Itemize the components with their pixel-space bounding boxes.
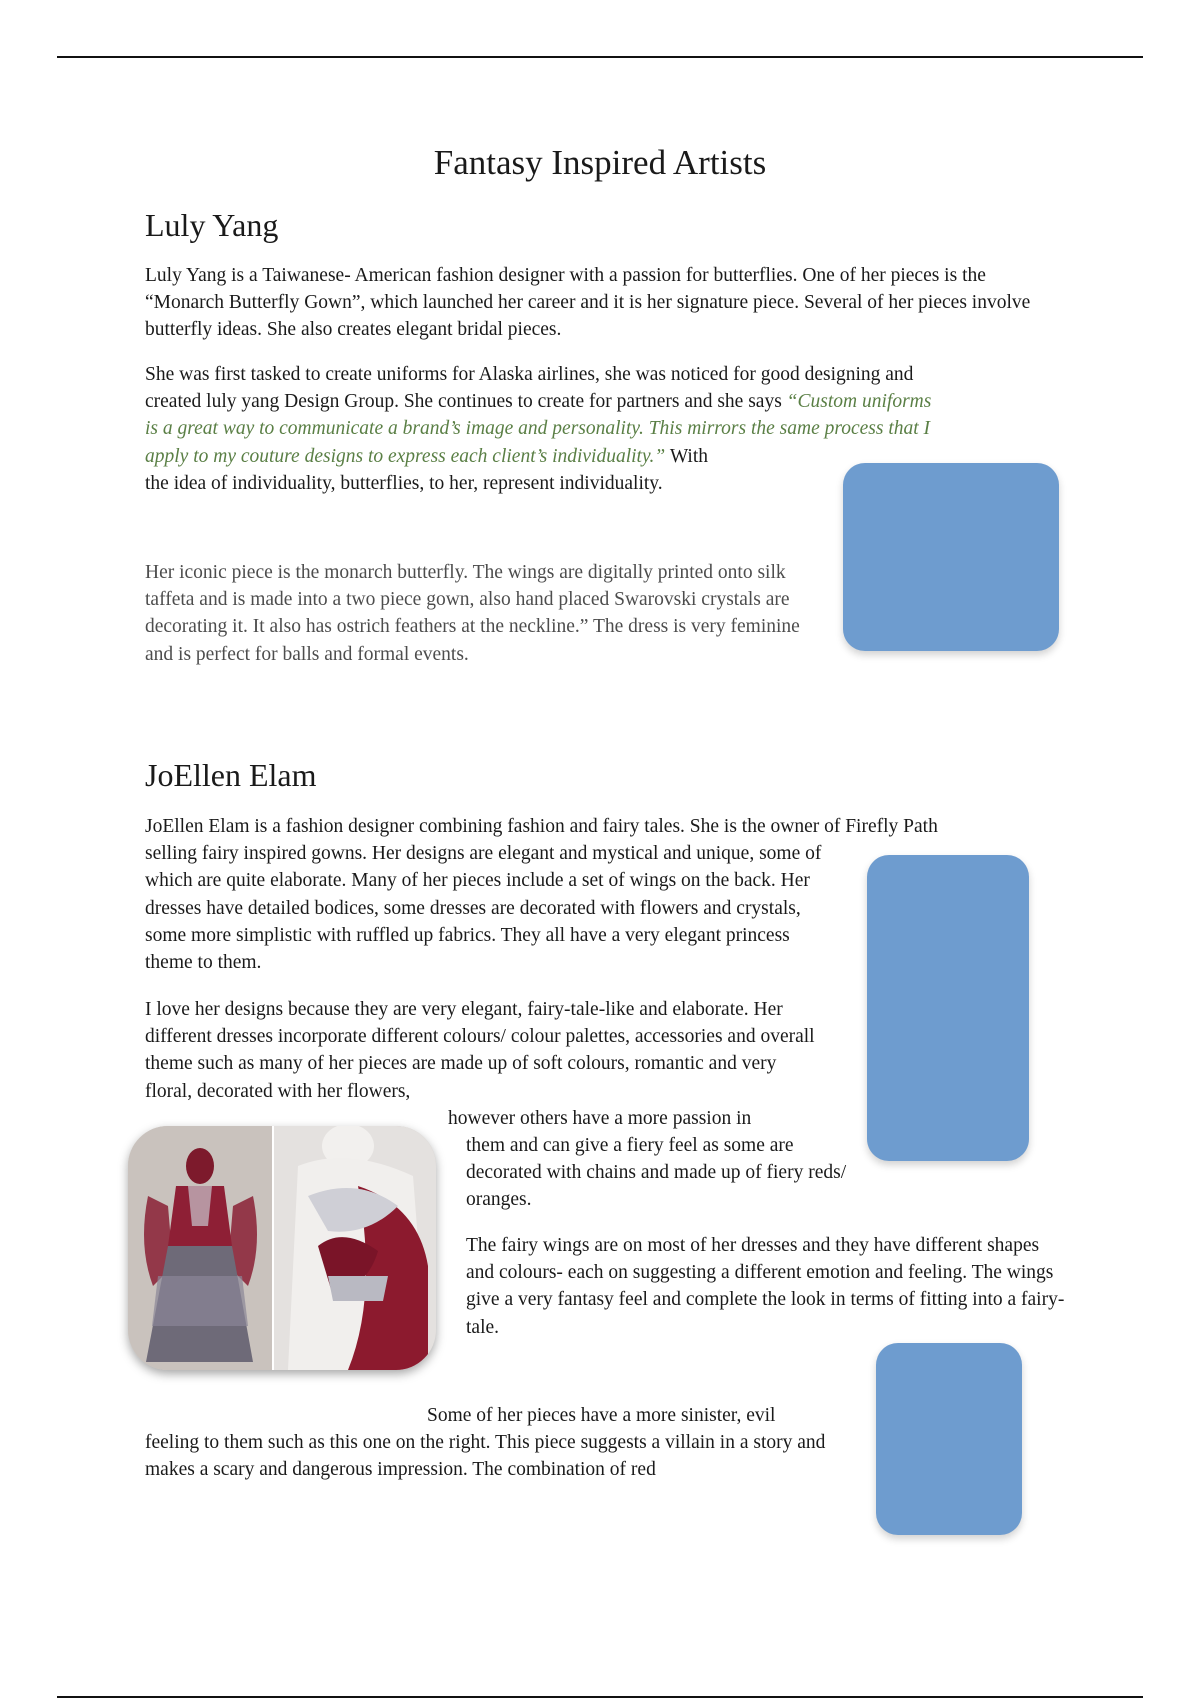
joellen-p2-wrap-line1: however others have a more passion in	[448, 1108, 752, 1129]
bottom-rule	[57, 1696, 1143, 1698]
image-placeholder-joellen-1	[867, 855, 1029, 1161]
luly-p2-line4-end: With	[669, 445, 709, 467]
luly-quote-start: “Custom uniforms	[786, 391, 932, 413]
joellen-p1-rest: selling fairy inspired gowns. Her designs are elegant and mystical and unique, some of which are quite elaborate. Many of her pieces include a set of wings on the back. Her dresses have detailed bodices, some dresses are decorated with flowers and crystals, some more simplistic with ruffled up fabrics. They all have a very elegant princess theme to them.	[145, 843, 822, 974]
joellen-p1-line1: JoEllen Elam is a fashion designer combining fashion and fairy tales. She is the owner of Firefly Path	[145, 816, 938, 837]
luly-paragraph-1: Luly Yang is a Taiwanese- American fashion designer with a passion for butterflies. One of her pieces is the “Monarch Butterfly Gown”, which launched her career and it is her signature piece. Several of her pieces involve butterfly ideas. She also creates elegant bridal pieces.	[145, 265, 1031, 341]
joellen-p4-line1: Some of her pieces have a more sinister, evil	[427, 1405, 776, 1426]
luly-paragraph-3: Her iconic piece is the monarch butterfly. The wings are digitally printed onto silk taffeta and is made into a two piece gown, also hand placed Swarovski crystals are decorating it. It also has ostrich feathers at the neckline.” The dress is very feminine and is perfect for balls and formal events.	[145, 562, 800, 665]
luly-p2-line2	[145, 388, 1075, 415]
joellen-paragraph-1	[145, 813, 938, 976]
top-rule	[57, 56, 1143, 58]
gown-photo	[128, 1126, 436, 1370]
luly-p2-line5: the idea of individuality, butterflies, to her, represent individuality.	[145, 472, 663, 494]
section-heading-joellen-elam: JoEllen Elam	[145, 757, 317, 793]
luly-p2-line2-text: created luly yang Design Group. She continues to create for partners and she says	[145, 391, 782, 413]
joellen-paragraph-2: I love her designs because they are very elegant, fairy-tale-like and elaborate. Her different dresses incorporate different colours/ colour palettes, accessories and overall theme such as many of her pieces are made up of soft colours, romantic and very floral, decorated with her flowers,	[145, 999, 815, 1102]
luly-quote-line3: is a great way to communicate a brand’s image and personality. This mirrors the same process that I	[145, 418, 931, 440]
luly-p2-line1: She was first tasked to create uniforms for Alaska airlines, she was noticed for good designing and	[145, 364, 914, 385]
image-placeholder-luly	[843, 463, 1059, 651]
joellen-p4-rest: feeling to them such as this one on the right. This piece suggests a villain in a story and makes a scary and dangerous impression. The combination of red	[145, 1432, 826, 1481]
section-heading-luly-yang: Luly Yang	[145, 207, 279, 243]
document-title: Fantasy Inspired Artists	[433, 143, 767, 182]
luly-quote-end: apply to my couture designs to express each client’s individuality.”	[145, 445, 666, 467]
image-placeholder-joellen-2	[876, 1343, 1022, 1535]
joellen-p2-wrap-rest: them and can give a fiery feel as some are decorated with chains and made up of fiery reds/ oranges.	[466, 1135, 847, 1211]
joellen-paragraph-3: The fairy wings are on most of her dresses and they have different shapes and colours- each on suggesting a different emotion and feeling. The wings give a very fantasy feel and complete the look in terms of fitting into a fairy-tale.	[466, 1235, 1065, 1338]
